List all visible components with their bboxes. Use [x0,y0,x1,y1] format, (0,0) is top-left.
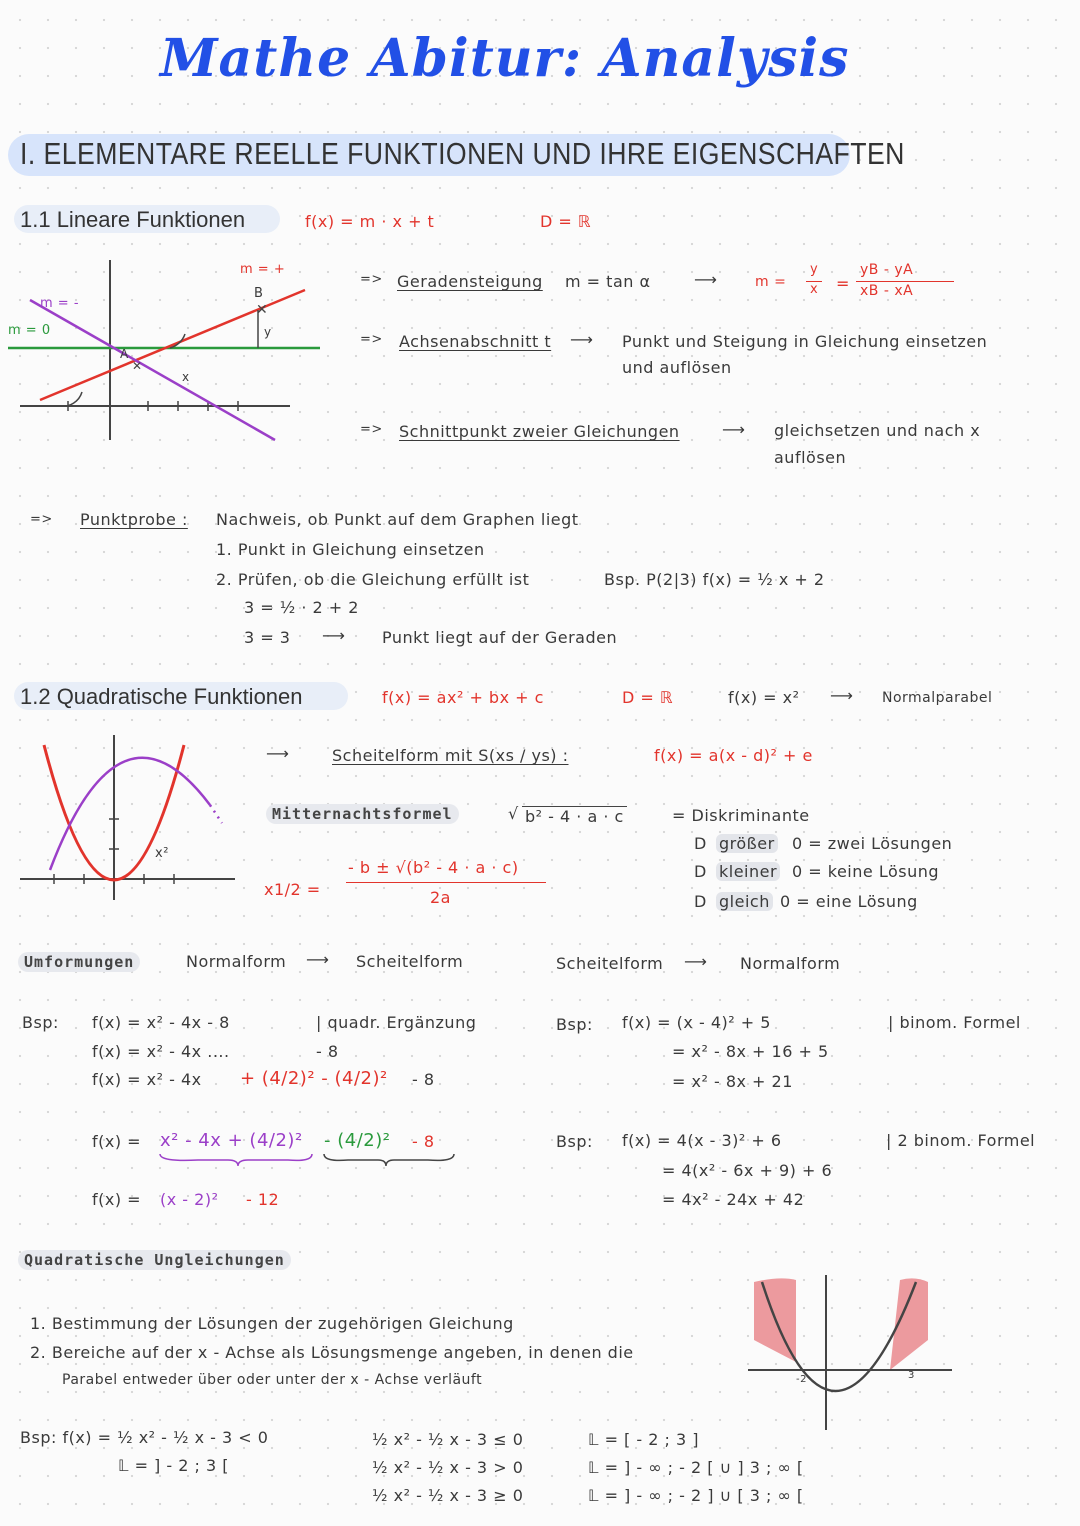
quad-graph-label: x² [155,846,169,861]
ungl-e2: ½ x² - ½ x - 3 > 0 [372,1458,524,1477]
probe-line-1: Nachweis, ob Punkt auf dem Graphen liegt [216,510,579,529]
umf-right-from: Scheitelform [556,954,664,973]
ungl-label: Quadratische Ungleichungen [18,1250,291,1270]
graph-label-y: y [264,325,272,339]
umf-right-to: Normalform [740,954,841,973]
d3-word: gleich [716,892,773,911]
umf-l4b [160,1130,303,1151]
ungl-e3-l: 𝕃 = ] - ∞ ; - 2 ] ∪ [ 3 ; ∞ [ [588,1486,804,1505]
umf-l5c: - 12 [246,1190,280,1209]
schnitt-text-2: auflösen [774,448,847,467]
probe-result: Punkt liegt auf der Geraden [382,628,618,647]
d2-rest: 0 = keine Lösung [792,862,940,881]
ungl-bsp-text: Bsp: f(x) = ½ x² - ½ x - 3 < 0 [20,1428,269,1447]
steigung-label: Geradensteigung [397,272,543,291]
graph-label-b: B [254,286,264,301]
ungl-step-2: 2. Bereiche auf der x - Achse als Lösungsmenge angeben, in denen die [30,1343,634,1362]
eq-2: = [836,274,850,293]
umf-l1-note: | quadr. Ergänzung [316,1013,477,1032]
mnf-denominator: 2a [430,888,451,907]
probe-label: Punktprobe : [80,510,188,529]
umf-left-to: Scheitelform [356,952,464,971]
d2-word: kleiner [716,862,780,881]
disc-label: = Diskriminante [672,806,810,825]
inequality-graph [740,1270,960,1435]
arrow-right-7: ⟶ [306,950,330,969]
umf-r6: = 4x² - 24x + 42 [662,1190,805,1209]
umf-l2: f(x) = x² - 4x .... [92,1042,230,1061]
achsen-text-2: und auflösen [622,358,732,377]
linear-formula: f(x) = m · x + t [305,212,435,231]
graph-label-x: x [182,370,190,384]
subheading-linear: 1.1 Lineare Funktionen [20,207,246,232]
arrow-right-4: ⟶ [322,626,346,645]
arrow-3: => [360,422,383,437]
umf-l2-note: - 8 [316,1042,339,1061]
umf-r5: = 4(x² - 6x + 9) + 6 [662,1161,833,1180]
section-heading: I. ELEMENTARE REELLE FUNKTIONEN UND IHRE EIGENSCHAFTEN [20,136,905,171]
subheading-quad: 1.2 Quadratische Funktionen [20,684,303,709]
umf-l5a: f(x) = [92,1190,142,1209]
arrow-right-3: ⟶ [722,420,746,439]
ungl-e1-l: 𝕃 = [ - 2 ; 3 ] [588,1430,699,1449]
linear-domain: D = ℝ [540,212,592,231]
probe-calc-1: 3 = ½ · 2 + 2 [244,598,359,617]
y-over-x-den: x [810,282,819,297]
umf-l4d: - 8 [412,1132,435,1151]
umf-l1: f(x) = x² - 4x - 8 [92,1013,230,1032]
svg-text:✕: ✕ [256,302,268,318]
ungl-step-1: 1. Bestimmung der Lösungen der zugehörigen Gleichung [30,1314,514,1333]
normal-label: Normalparabel [882,690,993,706]
scheitel-label: Scheitelform mit S(xs / ys) : [332,746,569,765]
arrow-right-2: ⟶ [570,330,594,349]
x12-label: x1/2 = [264,880,321,899]
arrow-right-8: ⟶ [684,952,708,971]
schnitt-label: Schnittpunkt zweier Gleichungen [399,422,680,441]
y-over-x-num: y [810,262,819,277]
umf-r1-note: | binom. Formel [888,1013,1021,1032]
umf-bsp-left: Bsp: [22,1013,59,1032]
page-title: Mathe Abitur: Analysis [160,28,850,89]
umf-r1: f(x) = (x - 4)² + 5 [622,1013,771,1032]
ungl-graph-right: 3 [908,1370,915,1381]
d1-word: größer [716,834,778,853]
svg-text:✕: ✕ [132,359,143,373]
graph-label-m-plus: m = + [240,262,286,277]
umf-l3c: - 8 [412,1070,435,1089]
achsen-text-1: Punkt und Steigung in Gleichung einsetzen [622,332,988,351]
graph-label-a: A [120,347,129,361]
arrow-1: => [360,272,383,287]
mnf-frac-line [346,882,546,883]
d3-rest: 0 = eine Lösung [780,892,918,911]
disc-expr: b² - 4 · a · c [522,806,627,826]
achsen-label: Achsenabschnitt t [399,332,552,351]
m-eq: m = [755,274,787,290]
quad-graph [10,725,250,905]
probe-line-2: 1. Punkt in Gleichung einsetzen [216,540,485,559]
scheitel-formula: f(x) = a(x - d)² + e [654,746,813,765]
ungl-graph-left: -2 [796,1374,807,1385]
mnf-label: Mitternachtsformel [266,804,459,824]
ungl-bsp [20,1428,268,1447]
probe-line-3: 2. Prüfen, ob die Gleichung erfüllt ist [216,570,530,589]
schnitt-text-1: gleichsetzen und nach x [774,421,981,440]
d3-pre: D [694,892,707,911]
graph-label-m-zero: m = 0 [8,323,51,338]
d2-pre: D [694,862,707,881]
umf-l4b-text: x² - 4x + (4/2)² [160,1130,303,1151]
ungl-e2-l: 𝕃 = ] - ∞ ; - 2 [ ∪ ] 3 ; ∞ [ [588,1458,804,1477]
umf-label: Umformungen [18,952,140,972]
umf-l4a: f(x) = [92,1132,142,1151]
frac-den: xB - xA [860,283,914,299]
arrow-2: => [360,332,383,347]
quad-normal: f(x) = x² [728,688,800,707]
probe-bsp: Bsp. P(2|3) f(x) = ½ x + 2 [604,570,825,589]
frac-line-2 [856,281,954,282]
steigung-eq: m = tan α [565,272,651,291]
ungl-e1: ½ x² - ½ x - 3 ≤ 0 [372,1430,524,1449]
graph-label-m-minus: m = - [40,296,80,311]
umf-r2: = x² - 8x + 16 + 5 [672,1042,829,1061]
umf-bsp-right-2: Bsp: [556,1132,593,1151]
frac-num: yB - yA [860,262,914,278]
probe-arrow: => [30,512,53,527]
umf-l3a: f(x) = x² - 4x [92,1070,202,1089]
umf-l4c: - (4/2)² [324,1130,391,1151]
umf-r3: = x² - 8x + 21 [672,1072,793,1091]
d1-rest: 0 = zwei Lösungen [792,834,953,853]
quad-domain: D = ℝ [622,688,674,707]
mnf-numerator: - b ± √(b² - 4 · a · c) [348,858,519,877]
umf-bsp-right-1: Bsp: [556,1015,593,1034]
disc-root: √ [508,804,519,823]
arrow-right-6: ⟶ [266,744,290,763]
arrow-right-5: ⟶ [830,686,854,705]
d1-pre: D [694,834,707,853]
quad-formula: f(x) = ax² + bx + c [382,688,544,707]
underbrace-graphic [158,1150,458,1170]
umf-r4: f(x) = 4(x - 3)² + 6 [622,1131,782,1150]
ungl-step-3: Parabel entweder über oder unter der x - Achse verläuft [62,1372,483,1388]
linear-graph [0,250,330,450]
umf-r4-note: | 2 binom. Formel [886,1131,1036,1150]
ungl-e3: ½ x² - ½ x - 3 ≥ 0 [372,1486,524,1505]
umf-l3b: + (4/2)² - (4/2)² [240,1068,388,1089]
umf-left-from: Normalform [186,952,287,971]
arrow-right: ⟶ [694,270,718,289]
umf-l5b: (x - 2)² [160,1190,219,1209]
ungl-bsp-l: 𝕃 = ] - 2 ; 3 [ [118,1456,229,1475]
probe-calc-2: 3 = 3 [244,628,291,647]
